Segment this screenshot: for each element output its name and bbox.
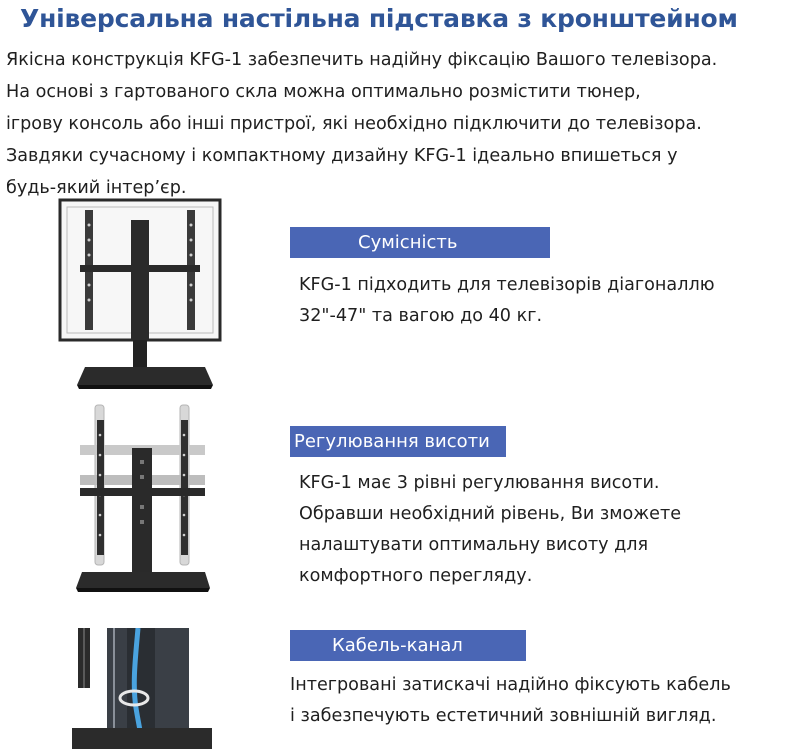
badge-label: Регулювання висоти — [294, 431, 490, 452]
desc-line: і забезпечують естетичний зовнішній вигляд. — [290, 706, 717, 726]
desc-line: 32"-47" та вагою до 40 кг. — [299, 306, 543, 326]
badge-compatibility — [290, 227, 550, 258]
intro-line: Завдяки сучасному і компактному дизайну KFG-1 ідеально впишеться у — [6, 146, 678, 166]
intro-line: На основі з гартованого скла можна оптимально розмістити тюнер, — [6, 82, 641, 102]
intro-line: ігрову консоль або інші пристрої, які необхідно підключити до телевізора. — [6, 114, 702, 134]
intro-paragraph — [6, 44, 796, 204]
desc-line: комфортного перегляду. — [299, 566, 533, 586]
desc-line: налаштувати оптимальну висоту для — [299, 535, 649, 555]
tv-stand-illustration — [55, 195, 225, 395]
height-adjustment-text — [299, 468, 681, 592]
badge-height-adjustment — [290, 426, 506, 457]
cable-channel-illustration — [72, 628, 212, 749]
desc-line: Інтегровані затискачі надійно фіксують кабель — [290, 675, 731, 695]
badge-label: Кабель-канал — [332, 635, 463, 656]
desc-line: KFG-1 підходить для телевізорів діагоналлю — [299, 275, 715, 295]
height-adjustment-illustration — [70, 400, 220, 595]
cable-channel-text — [290, 670, 731, 732]
desc-line: KFG-1 має 3 рівні регулювання висоти. — [299, 473, 660, 493]
page-title: Універсальна настільна підставка з кронштейном — [20, 4, 738, 33]
compatibility-text — [299, 270, 715, 332]
desc-line: Обравши необхідний рівень, Ви зможете — [299, 504, 682, 524]
badge-label: Сумісність — [358, 232, 458, 253]
badge-cable-channel — [290, 630, 526, 661]
intro-line: будь-який інтер’єр. — [6, 178, 187, 198]
intro-line: Якісна конструкція KFG-1 забезпечить надійну фіксацію Вашого телевізора. — [6, 50, 718, 70]
